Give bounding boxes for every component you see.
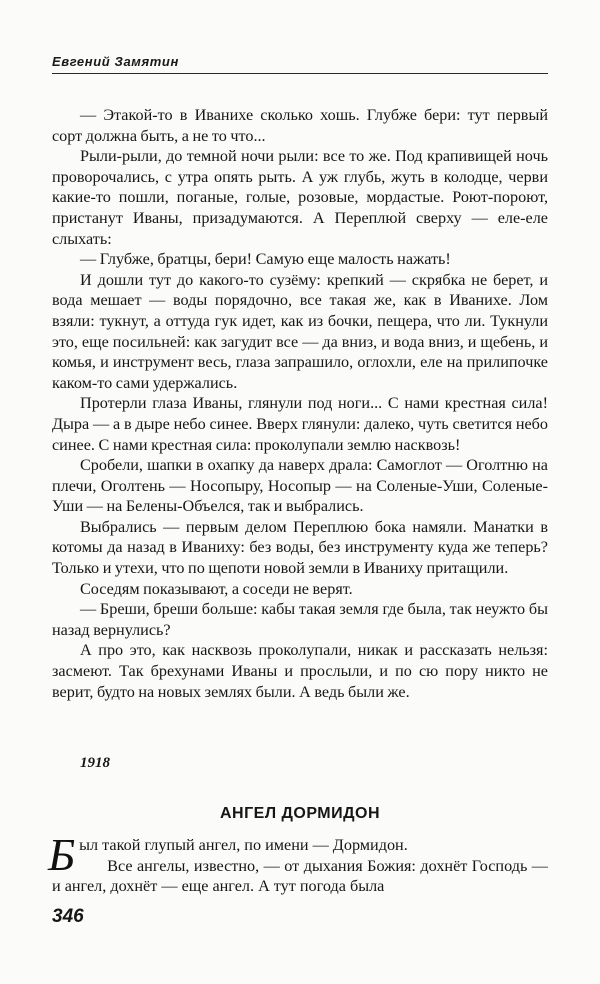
paragraph: Рыли-рыли, до темной ночи рыли: все то же. Под крапивищей ночь проворочались, с утра опять рыть. А уж глубь, жуть в колодце, черви какие-то пошли, поганые, голые, розовые, мордастые. Роют-пороют, пристанут Иваны, призадумаются. А Переплюй сверху — еле-еле слыхать: [52,147,548,248]
paragraph: Протерли глаза Иваны, глянули под ноги... С нами крестная сила! Дыра — а в дыре небо синее. Вверх глянули: далеко, чуть светится небо синее. С нами крестная сила: проколупали землю насквозь! [52,394,548,454]
paragraph: Соседям показывают, а соседи не верят. [80,579,353,598]
paragraph: Все ангелы, известно, — от дыхания Божия: дохнёт Господь — и ангел, дохнёт — еще ангел. А тут погода была [52,856,548,896]
paragraph: — Этакой-то в Иванихе сколько хошь. Глубже бери: тут первый сорт должна быть, а не то что... [52,106,548,145]
paragraph: Сробели, шапки в охапку да наверх драла: Самоглот — Оголтню на плечи, Оголтень — Носопыру, Носопыр — на Соленые-Уши, Соленые-Уши — на Белены-Объелся, так и выбрались. [52,456,548,516]
paragraph: — Бреши, бреши больше: кабы такая земля где была, так неужто бы назад вернулись? [52,600,548,639]
paragraph: — Глубже, братцы, бери! Самую еще малость нажать! [80,250,451,269]
section-title: АНГЕЛ ДОРМИДОН [219,805,381,822]
running-head: Евгений Замятин [52,54,179,69]
paragraph: А про это, как насквозь проколупали, никак и рассказать нельзя: засмеют. Так брехунами Иваны и прослыли, и по сю пору никто не верит, будто на новых землях были. А ведь были же. [52,641,548,701]
paragraph: Выбрались — первым делом Переплюю бока намяли. Манатки в котомы да назад в Иваниху: без воды, без инструменту куда же теперь? Только и утехи, что по щепоти новой земли в Иваниху притащили. [52,517,548,578]
section-first-text: ыл такой глупый ангел, по имени — Дормидон. [79,836,408,854]
drop-cap: Б [48,829,76,880]
paragraph: И дошли тут до какого-то сузёму: крепкий — скрябка не берет, и вода мешает — воды порядочно, все такая же, как в Иванихе. Лом взяли: тукнут, а оттуда гук идет, как из бочки, пещера, что ли. Тукнули это, еще посильней: как загудит все — да вниз, и вода вниз, и щебень, и комья, и инструмент весь, глаза запрашило, оглохли, еле на прилипочке каком-то сами удержались. [52,270,548,392]
story-body [52,105,548,702]
header-rule [52,73,548,74]
page-number: 346 [52,906,84,927]
section-body [48,829,548,897]
story-date: 1918 [80,755,110,771]
